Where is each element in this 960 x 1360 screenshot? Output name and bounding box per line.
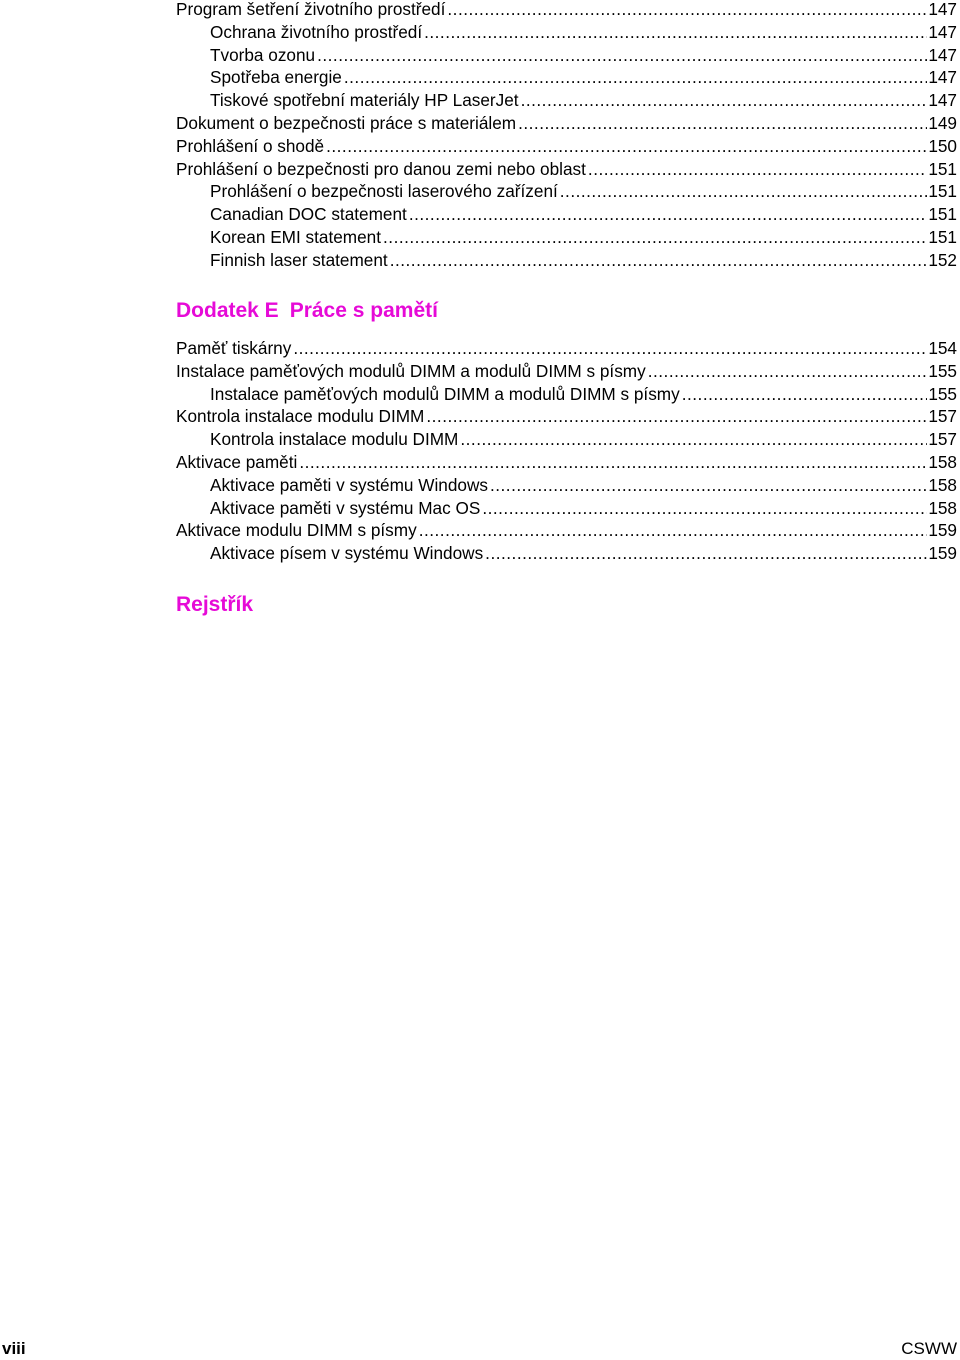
dot-leader — [344, 66, 927, 89]
toc-entry[interactable] — [176, 428, 957, 451]
toc-entry-title: Aktivace paměti v systému Mac OS — [210, 497, 481, 518]
toc-entry-title: Kontrola instalace modulu DIMM — [210, 429, 459, 450]
dot-leader — [317, 44, 927, 67]
dot-leader — [426, 405, 927, 428]
toc-entry-page: 151 — [928, 158, 957, 179]
toc-entry-page: 158 — [928, 474, 957, 495]
toc-entry-page: 159 — [928, 520, 957, 541]
toc-entry[interactable] — [176, 21, 957, 44]
appendix-e-heading[interactable] — [176, 298, 438, 324]
toc-entry[interactable] — [176, 542, 957, 565]
dot-leader — [521, 89, 928, 112]
toc-entry[interactable] — [176, 451, 957, 474]
dot-leader — [299, 451, 927, 474]
toc-entry-title: Kontrola instalace modulu DIMM — [176, 406, 425, 427]
dot-leader — [588, 158, 927, 181]
toc-entry[interactable] — [176, 405, 957, 428]
dot-leader — [326, 135, 927, 158]
toc-entry-page: 152 — [928, 249, 957, 270]
toc-entry[interactable] — [176, 66, 957, 89]
toc-entry-page: 151 — [928, 204, 957, 225]
toc-entry-title: Instalace paměťových modulů DIMM a modulů DIMM s písmy — [176, 360, 646, 381]
dot-leader — [424, 21, 927, 44]
toc-entry-page: 157 — [928, 406, 957, 427]
toc-entry-title: Korean EMI statement — [210, 226, 382, 247]
dot-leader — [447, 0, 927, 21]
dot-leader — [482, 497, 927, 520]
dot-leader — [648, 360, 928, 383]
toc-entry[interactable] — [176, 112, 957, 135]
toc-entry[interactable] — [176, 0, 957, 21]
toc-entry-page: 147 — [928, 44, 957, 65]
appendix-e-title: Práce s pamětí — [289, 299, 438, 322]
toc-entry-title: Prohlášení o shodě — [176, 135, 325, 156]
toc-entry-title: Instalace paměťových modulů DIMM a modulů DIMM s písmy — [210, 383, 680, 404]
toc-entry-page: 155 — [928, 383, 957, 404]
dot-leader — [419, 519, 928, 542]
dot-leader — [682, 383, 928, 406]
toc-entry-title: Aktivace paměti — [176, 451, 298, 472]
toc-entry[interactable] — [176, 44, 957, 67]
toc-entry-page: 147 — [928, 0, 957, 19]
toc-entry-title: Ochrana životního prostředí — [210, 21, 423, 42]
toc-entry-title: Aktivace písem v systému Windows — [210, 543, 484, 564]
toc-entry-title: Finnish laser statement — [210, 249, 388, 270]
toc-entry-page: 147 — [928, 21, 957, 42]
toc-entry[interactable] — [176, 135, 957, 158]
toc-entry-title: Tvorba ozonu — [210, 44, 316, 65]
toc-entry-title: Prohlášení o bezpečnosti pro danou zemi nebo oblast — [176, 158, 586, 179]
toc-entry-title: Prohlášení o bezpečnosti laserového zařízení — [210, 181, 558, 202]
toc-entry-title: Aktivace paměti v systému Windows — [210, 474, 488, 495]
toc-entry-title: Dokument o bezpečnosti práce s materiálem — [176, 112, 517, 133]
toc-entry[interactable] — [176, 249, 957, 272]
toc-entry-title: Tiskové spotřební materiály HP LaserJet — [210, 90, 519, 111]
toc-entry-title: Canadian DOC statement — [210, 204, 407, 225]
dot-leader — [383, 226, 927, 249]
dot-leader — [390, 249, 928, 272]
toc-list-appendix-e — [176, 337, 957, 565]
toc-entry[interactable] — [176, 360, 957, 383]
dot-leader — [485, 542, 927, 565]
toc-entry[interactable] — [176, 158, 957, 181]
toc-entry-page: 154 — [928, 338, 957, 358]
toc-list-top — [176, 0, 957, 272]
footer-doc-code: CSWW — [901, 1339, 957, 1358]
toc-entry-title: Program šetření životního prostředí — [176, 0, 446, 19]
toc-entry[interactable] — [176, 383, 957, 406]
toc-entry-page: 149 — [928, 112, 957, 133]
toc-entry-page: 151 — [928, 181, 957, 202]
toc-entry-page: 155 — [928, 360, 957, 381]
toc-entry[interactable] — [176, 226, 957, 249]
toc-entry-page: 158 — [928, 497, 957, 518]
toc-entry[interactable] — [176, 203, 957, 226]
index-heading[interactable]: Rejstřík — [176, 593, 254, 616]
toc-entry[interactable] — [176, 180, 957, 203]
toc-entry-page: 150 — [928, 135, 957, 156]
toc-entry[interactable] — [176, 337, 957, 360]
toc-entry-title: Spotřeba energie — [210, 67, 342, 88]
toc-entry-page: 147 — [928, 67, 957, 88]
dot-leader — [293, 337, 927, 360]
dot-leader — [560, 180, 928, 203]
toc-entry[interactable] — [176, 497, 957, 520]
toc-entry-page: 157 — [928, 429, 957, 450]
toc-entry-page: 151 — [928, 226, 957, 247]
dot-leader — [409, 203, 928, 226]
footer-page-number: viii — [2, 1339, 26, 1358]
toc-entry-title: Aktivace modulu DIMM s písmy — [176, 520, 417, 541]
toc-entry-page: 158 — [928, 451, 957, 472]
toc-entry-page: 159 — [928, 543, 957, 564]
toc-entry[interactable] — [176, 474, 957, 497]
dot-leader — [518, 112, 927, 135]
dot-leader — [460, 428, 927, 451]
toc-entry-title: Paměť tiskárny — [176, 338, 292, 358]
toc-entry[interactable] — [176, 89, 957, 112]
toc-entry[interactable] — [176, 519, 957, 542]
dot-leader — [490, 474, 927, 497]
appendix-e-label: Dodatek E — [176, 299, 279, 322]
toc-entry-page: 147 — [928, 90, 957, 111]
